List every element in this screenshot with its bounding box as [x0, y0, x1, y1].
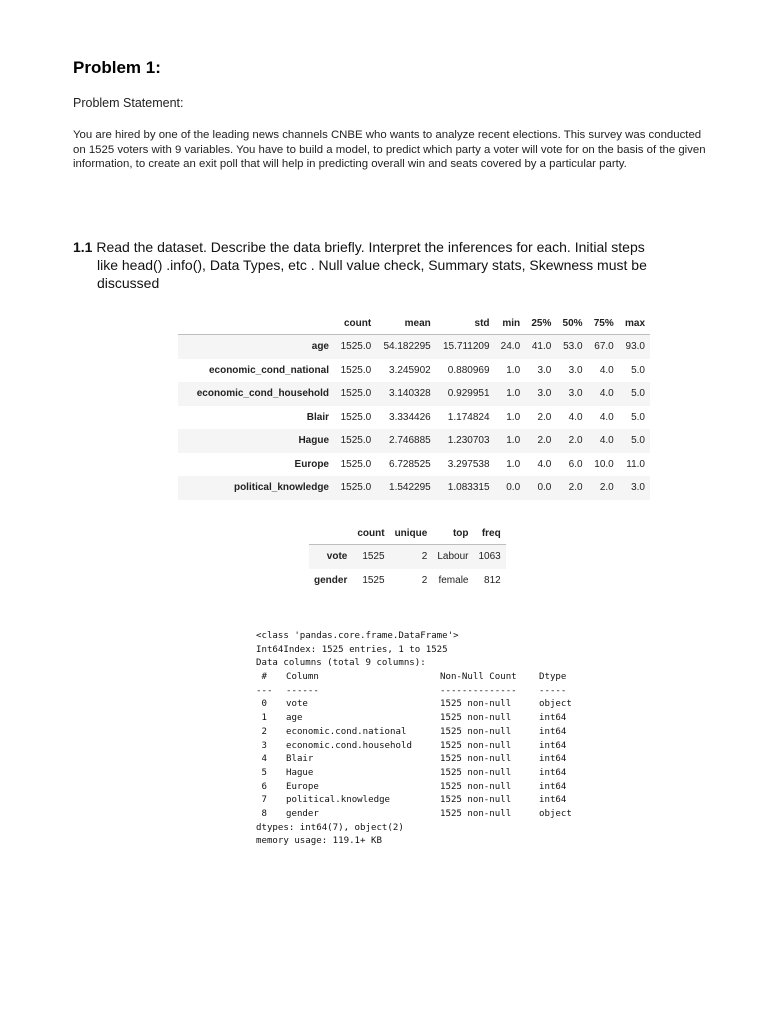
- categorical-col-header: freq: [473, 522, 505, 545]
- info-column-cell: int64: [539, 740, 567, 751]
- info-column-row: [256, 712, 572, 726]
- describe-cell: 0.929951: [447, 388, 490, 400]
- describe-cell: 5.0: [631, 435, 645, 447]
- describe-index-header: [178, 312, 334, 335]
- describe-row: [178, 359, 650, 383]
- categorical-cell: 2: [421, 551, 428, 563]
- describe-cell: 1525.0: [340, 411, 372, 423]
- describe-header-row: [178, 312, 650, 335]
- info-column-cell: 0: [256, 699, 267, 710]
- info-dtypes-line: dtypes: int64(7), object(2): [256, 822, 404, 833]
- info-column-cell: int64: [539, 726, 567, 737]
- describe-cell: 2.0: [568, 482, 583, 494]
- info-column-row: [256, 781, 572, 795]
- describe-row-index: Hague: [298, 435, 329, 447]
- describe-cell: 1525.0: [340, 458, 372, 470]
- describe-cell: 2.746885: [389, 435, 431, 447]
- info-column-cell: 1525 non-null: [440, 754, 512, 765]
- describe-cell: 1525.0: [340, 435, 372, 447]
- info-memory-line: memory usage: 119.1+ KB: [256, 836, 382, 847]
- describe-cell: 24.0: [500, 341, 521, 353]
- describe-row: [178, 382, 650, 406]
- info-header-cell: Column: [286, 672, 319, 683]
- describe-cell: 4.0: [599, 435, 614, 447]
- describe-cell: 3.0: [537, 364, 552, 376]
- describe-cell: 1525.0: [340, 388, 372, 400]
- info-separator-row: [256, 685, 572, 699]
- describe-col-header: count: [334, 312, 376, 335]
- describe-cell: 3.0: [537, 388, 552, 400]
- info-column-row: [256, 726, 572, 740]
- describe-cell: 1525.0: [340, 364, 372, 376]
- info-column-cell: political.knowledge: [286, 795, 391, 806]
- describe-row: [178, 406, 650, 430]
- info-column-cell: int64: [539, 767, 567, 778]
- info-column-row: [256, 794, 572, 808]
- info-column-cell: 1: [256, 713, 267, 724]
- describe-cell: 6.0: [568, 458, 583, 470]
- describe-cell: 1.230703: [447, 435, 490, 447]
- info-column-cell: 1525 non-null: [440, 740, 512, 751]
- categorical-cell: 812: [484, 574, 501, 586]
- describe-cell: 1.0: [506, 458, 521, 470]
- info-column-cell: 1525 non-null: [440, 795, 512, 806]
- categorical-cell: 1063: [478, 551, 501, 563]
- categorical-cell: 1525: [362, 551, 385, 563]
- problem-title: Problem 1:: [73, 58, 161, 77]
- info-column-cell: object: [539, 699, 572, 710]
- describe-cell: 2.0: [599, 482, 614, 494]
- describe-cell: 41.0: [531, 341, 552, 353]
- info-column-cell: int64: [539, 713, 567, 724]
- describe-cell: 1.083315: [447, 482, 490, 494]
- categorical-row: [309, 545, 506, 569]
- info-column-cell: gender: [286, 808, 319, 819]
- describe-table: [178, 312, 650, 500]
- info-separator-cell: ---: [256, 685, 273, 696]
- categorical-index-header: [309, 522, 352, 545]
- describe-cell: 53.0: [563, 341, 583, 353]
- info-rows: [256, 698, 572, 821]
- describe-row-index: political_knowledge: [233, 482, 329, 494]
- categorical-col-header: top: [432, 522, 473, 545]
- info-column-cell: 1525 non-null: [440, 808, 512, 819]
- info-column-cell: int64: [539, 781, 567, 792]
- info-column-cell: 7: [256, 795, 267, 806]
- categorical-row-index: vote: [326, 551, 348, 563]
- info-column-cell: int64: [539, 754, 567, 765]
- describe-row: [178, 476, 650, 500]
- describe-cell: 5.0: [631, 388, 645, 400]
- describe-cell: 1.542295: [389, 482, 431, 494]
- info-column-cell: 1525 non-null: [440, 713, 512, 724]
- describe-cell: 4.0: [599, 364, 614, 376]
- describe-cell: 3.140328: [389, 388, 431, 400]
- describe-cell: 3.0: [568, 364, 583, 376]
- describe-cell: 4.0: [568, 411, 583, 423]
- describe-col-header: min: [495, 312, 526, 335]
- describe-cell: 1.0: [506, 388, 521, 400]
- categorical-describe-table: [309, 522, 506, 592]
- categorical-col-header: count: [352, 522, 389, 545]
- info-separator-cell: --------------: [440, 685, 517, 696]
- describe-cell: 1525.0: [340, 341, 372, 353]
- question-line-1: Read the dataset. Describe the data briefly. Interpret the inferences for each. Initial steps: [96, 239, 645, 255]
- describe-col-header: 50%: [556, 312, 587, 335]
- describe-cell: 93.0: [625, 341, 645, 353]
- describe-cell: 3.245902: [389, 364, 431, 376]
- describe-cell: 6.728525: [389, 458, 431, 470]
- describe-row: [178, 453, 650, 477]
- describe-cell: 5.0: [631, 364, 645, 376]
- describe-cell: 2.0: [568, 435, 583, 447]
- info-separator-cell: ------: [286, 685, 319, 696]
- categorical-col-header: unique: [390, 522, 433, 545]
- info-header-cell: #: [256, 672, 267, 683]
- describe-cell: 15.711209: [442, 341, 490, 353]
- info-header-cell: Dtype: [539, 672, 567, 683]
- describe-cell: 1.0: [506, 435, 521, 447]
- describe-cell: 1525.0: [340, 482, 372, 494]
- describe-cell: 3.0: [568, 388, 583, 400]
- question-number: 1.1: [73, 239, 93, 255]
- info-column-row: [256, 753, 572, 767]
- info-column-cell: int64: [539, 795, 567, 806]
- describe-cell: 67.0: [594, 341, 614, 353]
- describe-cell: 5.0: [631, 411, 645, 423]
- describe-row: [178, 335, 650, 359]
- info-index-line: Int64Index: 1525 entries, 1 to 1525: [256, 644, 448, 655]
- info-output: [256, 630, 572, 849]
- describe-row-index: age: [311, 341, 329, 353]
- describe-cell: 54.182295: [383, 341, 431, 353]
- categorical-cell: female: [438, 574, 469, 586]
- categorical-cell: Labour: [437, 551, 469, 563]
- describe-cell: 1.0: [506, 411, 521, 423]
- categorical-cell: 2: [421, 574, 428, 586]
- info-separator-cell: -----: [539, 685, 567, 696]
- describe-row-index: Blair: [306, 411, 329, 423]
- info-column-row: [256, 698, 572, 712]
- info-header-row: [256, 671, 572, 685]
- info-column-cell: 1525 non-null: [440, 699, 512, 710]
- describe-col-header: mean: [376, 312, 436, 335]
- describe-cell: 0.0: [506, 482, 521, 494]
- info-column-cell: Europe: [286, 781, 319, 792]
- question-block: [73, 238, 713, 292]
- describe-cell: 1.0: [506, 364, 521, 376]
- describe-row: [178, 429, 650, 453]
- describe-row-index: Europe: [294, 458, 329, 470]
- describe-cell: 10.0: [594, 458, 614, 470]
- info-header-cell: Non-Null Count: [440, 672, 517, 683]
- question-line-2: like head() .info(), Data Types, etc . Null value check, Summary stats, Skewness must be: [97, 257, 647, 273]
- info-columns-line: Data columns (total 9 columns):: [256, 658, 426, 669]
- describe-cell: 3.297538: [447, 458, 490, 470]
- info-column-row: [256, 808, 572, 822]
- describe-cell: 4.0: [537, 458, 552, 470]
- info-column-cell: 3: [256, 740, 267, 751]
- describe-cell: 3.0: [631, 482, 645, 494]
- info-column-cell: 2: [256, 726, 267, 737]
- categorical-header-row: [309, 522, 506, 545]
- info-column-cell: Blair: [286, 754, 314, 765]
- info-column-cell: 6: [256, 781, 267, 792]
- info-column-cell: economic.cond.household: [286, 740, 412, 751]
- info-column-cell: 1525 non-null: [440, 781, 512, 792]
- info-column-cell: 1525 non-null: [440, 726, 512, 737]
- describe-cell: 4.0: [599, 388, 614, 400]
- describe-col-header: max: [619, 312, 650, 335]
- describe-col-header: std: [436, 312, 495, 335]
- describe-cell: 2.0: [537, 411, 552, 423]
- describe-cell: 4.0: [599, 411, 614, 423]
- info-column-cell: economic.cond.national: [286, 726, 407, 737]
- info-column-cell: 1525 non-null: [440, 767, 512, 778]
- describe-cell: 1.174824: [447, 411, 490, 423]
- info-column-cell: 8: [256, 808, 267, 819]
- describe-col-header: 75%: [588, 312, 619, 335]
- categorical-row: [309, 569, 506, 593]
- info-column-cell: age: [286, 713, 303, 724]
- problem-statement-label: Problem Statement:: [73, 96, 184, 110]
- info-column-cell: Hague: [286, 767, 314, 778]
- describe-cell: 11.0: [626, 458, 645, 470]
- info-column-row: [256, 767, 572, 781]
- describe-row-index: economic_cond_national: [208, 364, 329, 376]
- problem-description: You are hired by one of the leading news channels CNBE who wants to analyze recent elections. This survey was conducted on 1525 voters with 9 variables. You have to build a model, to predict which party a voter will vote for on the basis of the given information, to create an exit poll that will help in predicting overall win and seats covered by a particular party.: [73, 129, 706, 171]
- info-column-cell: 5: [256, 767, 267, 778]
- describe-cell: 2.0: [537, 435, 552, 447]
- describe-cell: 3.334426: [389, 411, 431, 423]
- categorical-row-index: gender: [314, 574, 348, 586]
- describe-row-index: economic_cond_household: [196, 388, 329, 400]
- info-column-row: [256, 740, 572, 754]
- info-column-cell: vote: [286, 699, 308, 710]
- info-class-line: <class 'pandas.core.frame.DataFrame'>: [256, 631, 459, 641]
- describe-cell: 0.880969: [447, 364, 490, 376]
- describe-cell: 0.0: [537, 482, 552, 494]
- info-column-cell: object: [539, 808, 572, 819]
- question-line-3: discussed: [97, 275, 160, 291]
- categorical-cell: 1525: [362, 574, 385, 586]
- info-column-cell: 4: [256, 754, 267, 765]
- describe-col-header: 25%: [525, 312, 556, 335]
